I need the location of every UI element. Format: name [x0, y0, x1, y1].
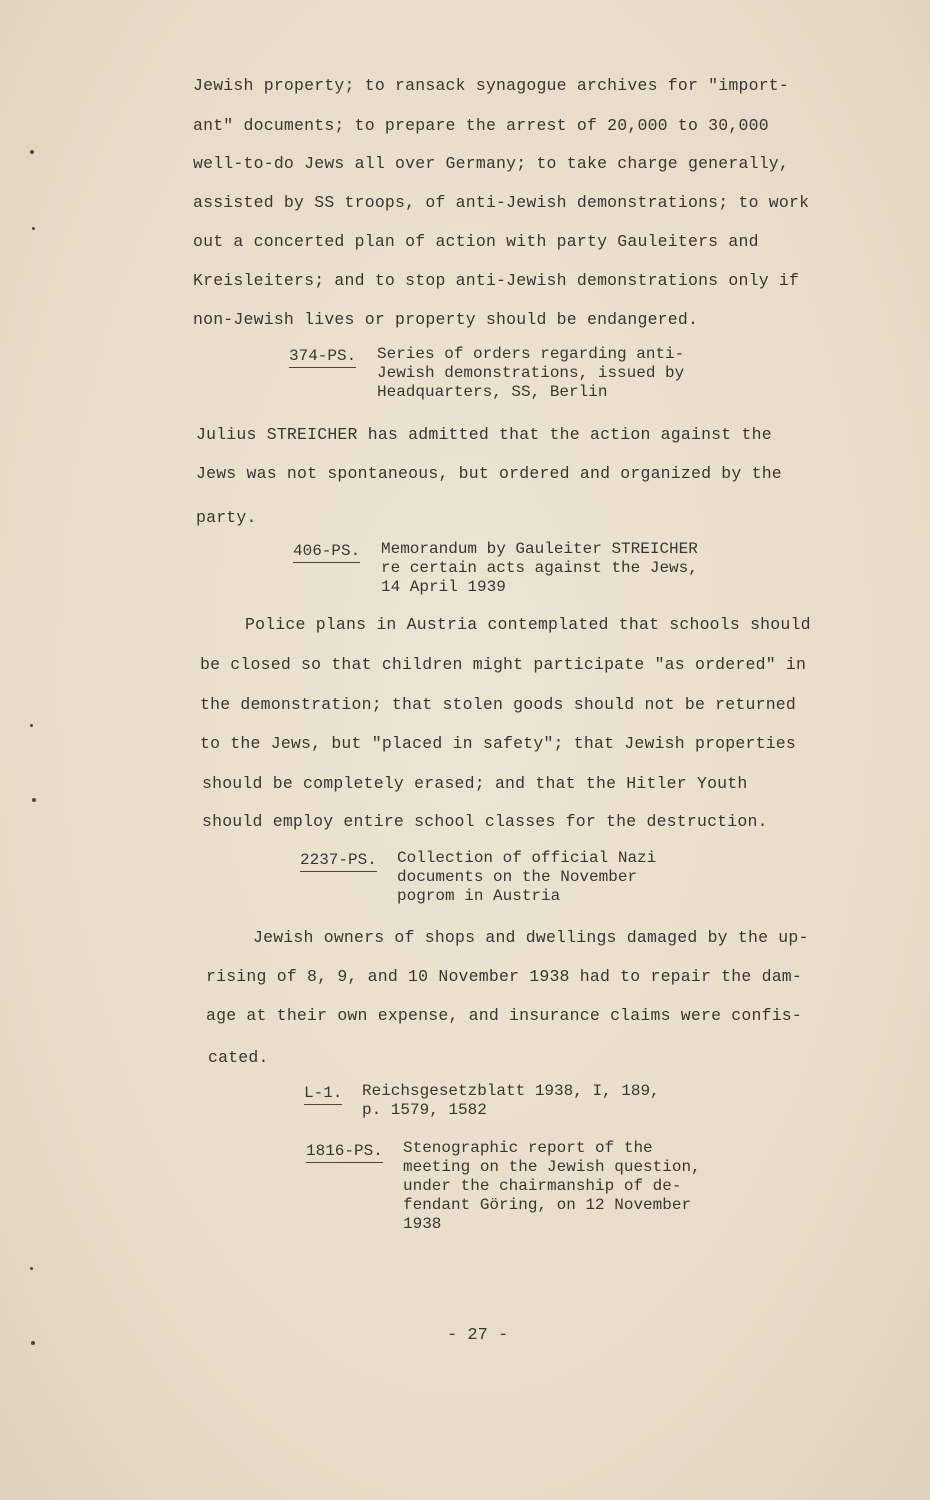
citation-code: 2237-PS.	[300, 851, 377, 872]
margin-speck	[30, 150, 34, 154]
text-line: should be completely erased; and that the Hitler Youth	[202, 774, 748, 793]
margin-speck	[32, 227, 35, 230]
margin-speck	[30, 1267, 33, 1270]
text-line: be closed so that children might participate "as ordered" in	[200, 655, 807, 674]
citation-text: Collection of official Nazi documents on the November pogrom in Austria	[397, 849, 657, 905]
citation-code: 1816-PS.	[306, 1142, 383, 1163]
text-line: out a concerted plan of action with party Gauleiters and	[193, 232, 759, 251]
page-number: - 27 -	[447, 1326, 509, 1345]
margin-speck	[31, 1341, 35, 1345]
text-line: non-Jewish lives or property should be endangered.	[193, 310, 699, 329]
text-line: rising of 8, 9, and 10 November 1938 had to repair the dam-	[206, 967, 802, 986]
text-line: the demonstration; that stolen goods should not be returned	[200, 695, 796, 714]
citation-text: Stenographic report of the meeting on the Jewish question, under the chairmanship of de- fendant Göring, on 12 November 1938	[403, 1139, 701, 1233]
citation-text: Series of orders regarding anti- Jewish demonstrations, issued by Headquarters, SS, Berlin	[377, 345, 685, 401]
margin-speck	[32, 798, 36, 802]
text-line: party.	[196, 508, 257, 527]
text-line: age at their own expense, and insurance claims were confis-	[206, 1006, 802, 1025]
text-line: cated.	[208, 1048, 269, 1067]
text-line: Jews was not spontaneous, but ordered and organized by the	[196, 464, 782, 483]
text-line: assisted by SS troops, of anti-Jewish demonstrations; to work	[193, 193, 810, 212]
citation-text: Memorandum by Gauleiter STREICHER re certain acts against the Jews, 14 April 1939	[381, 540, 698, 596]
citation-code: 406-PS.	[293, 542, 360, 563]
margin-speck	[30, 724, 33, 727]
text-line: ant" documents; to prepare the arrest of 20,000 to 30,000	[193, 116, 769, 135]
text-line: well-to-do Jews all over Germany; to take charge generally,	[193, 154, 789, 173]
text-line: should employ entire school classes for the destruction.	[202, 812, 768, 831]
text-line: Police plans in Austria contemplated that schools should	[245, 615, 811, 634]
text-line: Julius STREICHER has admitted that the action against the	[196, 425, 772, 444]
text-line: to the Jews, but "placed in safety"; that Jewish properties	[200, 734, 796, 753]
text-line: Jewish owners of shops and dwellings damaged by the up-	[253, 928, 809, 947]
citation-text: Reichsgesetzblatt 1938, I, 189, p. 1579, 1582	[362, 1082, 660, 1119]
text-line: Kreisleiters; and to stop anti-Jewish demonstrations only if	[193, 271, 800, 290]
text-line: Jewish property; to ransack synagogue archives for "import-	[193, 76, 789, 95]
citation-code: 374-PS.	[289, 347, 356, 368]
citation-code: L-1.	[304, 1084, 342, 1105]
